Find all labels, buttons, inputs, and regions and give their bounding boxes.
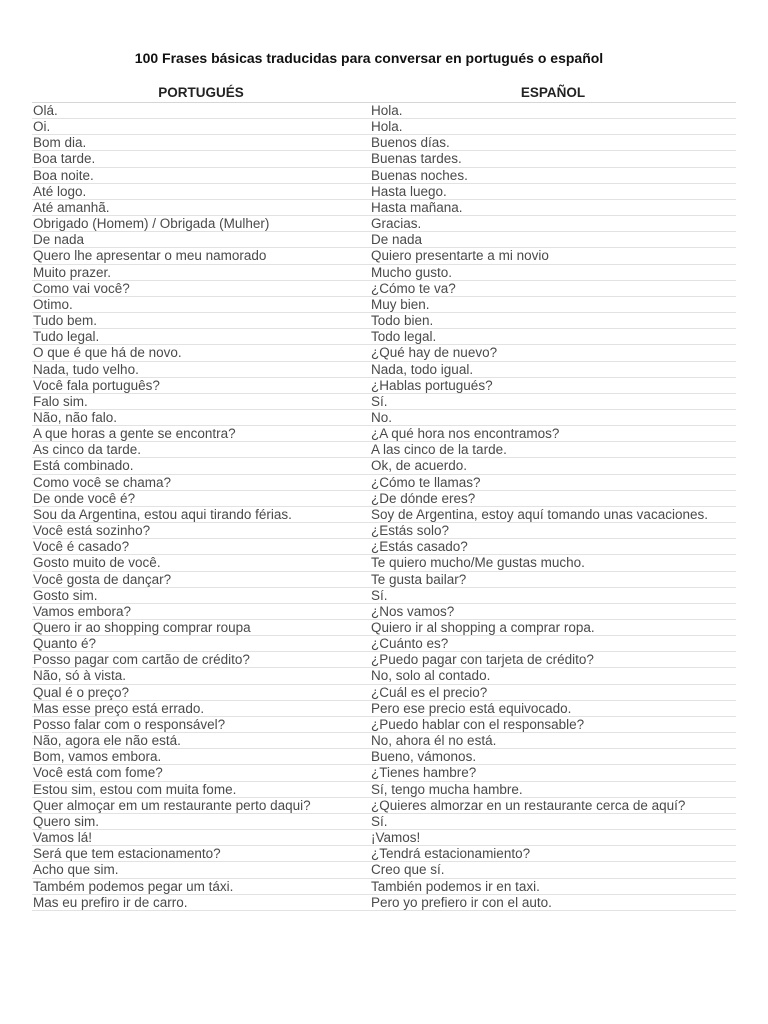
spanish-phrase: Soy de Argentina, estoy aquí tomando unas vacaciones. — [371, 506, 708, 522]
portuguese-phrase: Bom dia. — [33, 135, 87, 151]
portuguese-phrase: Posso falar com o responsável? — [33, 716, 226, 732]
table-row — [32, 265, 736, 281]
portuguese-phrase: Otimo. — [33, 296, 73, 312]
table-row — [32, 168, 736, 184]
spanish-phrase: Bueno, vámonos. — [371, 749, 477, 765]
table-row — [32, 184, 736, 200]
portuguese-phrase: Nada, tudo velho. — [33, 361, 139, 377]
portuguese-phrase: Mas eu prefiro ir de carro. — [33, 894, 188, 910]
portuguese-phrase: Estou sim, estou com muita fome. — [33, 781, 237, 797]
portuguese-phrase: Como você se chama? — [33, 474, 172, 490]
table-row — [32, 119, 736, 135]
portuguese-phrase: Não, só à vista. — [33, 668, 127, 684]
table-row — [32, 539, 736, 555]
portuguese-phrase: Vamos embora? — [33, 603, 132, 619]
spanish-phrase: Todo bien. — [371, 313, 434, 329]
portuguese-phrase: Bom, vamos embora. — [33, 749, 162, 765]
table-row — [32, 394, 736, 410]
table-row — [32, 879, 736, 895]
portuguese-phrase: Obrigado (Homem) / Obrigada (Mulher) — [33, 216, 270, 232]
portuguese-phrase: Tudo bem. — [33, 313, 98, 329]
spanish-phrase: Pero yo prefiero ir con el auto. — [371, 894, 552, 910]
portuguese-phrase: Sou da Argentina, estou aqui tirando férias. — [33, 506, 292, 522]
table-row — [32, 555, 736, 571]
table-row — [32, 862, 736, 878]
spanish-phrase: ¿Hablas portugués? — [371, 377, 493, 393]
portuguese-phrase: Como vai você? — [33, 280, 130, 296]
spanish-phrase: ¿Cuál es el precio? — [371, 684, 488, 700]
table-row — [32, 378, 736, 394]
portuguese-phrase: De nada — [33, 232, 85, 248]
spanish-phrase: No. — [371, 409, 393, 425]
table-row — [32, 103, 736, 119]
portuguese-phrase: Muito prazer. — [33, 264, 112, 280]
table-row — [32, 701, 736, 717]
portuguese-phrase: Gosto sim. — [33, 587, 98, 603]
spanish-phrase: A las cinco de la tarde. — [371, 442, 507, 458]
portuguese-phrase: Boa tarde. — [33, 151, 96, 167]
spanish-phrase: Creo que sí. — [371, 862, 445, 878]
table-row — [32, 685, 736, 701]
table-row — [32, 248, 736, 264]
spanish-phrase: Nada, todo igual. — [371, 361, 474, 377]
spanish-phrase: ¿Qué hay de nuevo? — [371, 345, 498, 361]
portuguese-phrase: Olá. — [33, 103, 58, 118]
column-header-spanish: ESPAÑOL — [520, 85, 586, 100]
portuguese-phrase: Até amanhã. — [33, 199, 110, 215]
table-row — [32, 798, 736, 814]
spanish-phrase: ¿Cómo te llamas? — [371, 474, 481, 490]
table-row — [32, 491, 736, 507]
phrase-table — [32, 103, 736, 911]
table-row — [32, 846, 736, 862]
spanish-phrase: Sí. — [371, 813, 388, 829]
table-row — [32, 814, 736, 830]
spanish-phrase: También podemos ir en taxi. — [371, 878, 540, 894]
portuguese-phrase: Posso pagar com cartão de crédito? — [33, 652, 250, 668]
spanish-phrase: ¿Cómo te va? — [371, 280, 456, 296]
table-row — [32, 620, 736, 636]
table-row — [32, 717, 736, 733]
spanish-phrase: Todo legal. — [371, 329, 437, 345]
spanish-phrase: Hasta mañana. — [371, 199, 463, 215]
portuguese-phrase: A que horas a gente se encontra? — [33, 426, 236, 442]
table-row — [32, 749, 736, 765]
spanish-phrase: Mucho gusto. — [371, 264, 453, 280]
spanish-phrase: ¿Puedo pagar con tarjeta de crédito? — [371, 652, 594, 668]
spanish-phrase: No, ahora él no está. — [371, 733, 497, 749]
portuguese-phrase: Não, não falo. — [33, 409, 118, 425]
spanish-phrase: ¿Nos vamos? — [371, 603, 455, 619]
table-row — [32, 765, 736, 781]
table-row — [32, 458, 736, 474]
spanish-phrase: Sí. — [371, 587, 388, 603]
spanish-phrase: Hola. — [371, 119, 403, 135]
spanish-phrase: ¿Quieres almorzar en un restaurante cerca de aquí? — [371, 797, 686, 813]
portuguese-phrase: Qual é o preço? — [33, 684, 130, 700]
portuguese-phrase: Você está sozinho? — [33, 523, 151, 539]
spanish-phrase: Ok, de acuerdo. — [371, 458, 468, 474]
portuguese-phrase: Quer almoçar em um restaurante perto daqui? — [33, 797, 311, 813]
table-row — [32, 232, 736, 248]
spanish-phrase: ¡Vamos! — [371, 830, 421, 846]
spanish-phrase: Sí. — [371, 393, 388, 409]
portuguese-phrase: Acho que sim. — [33, 862, 119, 878]
spanish-phrase: No, solo al contado. — [371, 668, 491, 684]
portuguese-phrase: Tudo legal. — [33, 329, 100, 345]
portuguese-phrase: Mas esse preço está errado. — [33, 700, 205, 716]
portuguese-phrase: Quanto é? — [33, 636, 97, 652]
table-row — [32, 297, 736, 313]
table-row — [32, 572, 736, 588]
table-row — [32, 442, 736, 458]
spanish-phrase: ¿De dónde eres? — [371, 490, 476, 506]
portuguese-phrase: Você gosta de dançar? — [33, 571, 172, 587]
spanish-phrase: Te quiero mucho/Me gustas mucho. — [371, 555, 585, 571]
spanish-phrase: ¿Estás solo? — [371, 523, 450, 539]
portuguese-phrase: Quero lhe apresentar o meu namorado — [33, 248, 267, 264]
portuguese-phrase: Também podemos pegar um táxi. — [33, 878, 234, 894]
spanish-phrase: Buenos días. — [371, 135, 450, 151]
table-row — [32, 588, 736, 604]
table-row — [32, 830, 736, 846]
portuguese-phrase: Oi. — [33, 119, 51, 135]
spanish-phrase: Gracias. — [371, 216, 422, 232]
table-row — [32, 604, 736, 620]
table-row — [32, 345, 736, 361]
portuguese-phrase: Você é casado? — [33, 539, 130, 555]
spanish-phrase: ¿Puedo hablar con el responsable? — [371, 716, 585, 732]
spanish-phrase: Quiero presentarte a mi novio — [371, 248, 549, 264]
portuguese-phrase: Você fala português? — [33, 377, 160, 393]
table-row — [32, 782, 736, 798]
table-row — [32, 329, 736, 345]
spanish-phrase: ¿Estás casado? — [371, 539, 468, 555]
spanish-phrase: Buenas tardes. — [371, 151, 462, 167]
spanish-phrase: Quiero ir al shopping a comprar ropa. — [371, 620, 595, 635]
spanish-phrase: Pero ese precio está equivocado. — [371, 700, 572, 716]
table-header — [32, 84, 736, 103]
table-row — [32, 200, 736, 216]
column-header-portuguese: PORTUGUÉS — [158, 85, 244, 100]
portuguese-phrase: Está combinado. — [33, 458, 134, 474]
table-row — [32, 507, 736, 523]
spanish-phrase: ¿Tendrá estacionamiento? — [371, 846, 531, 862]
table-row — [32, 410, 736, 426]
table-row — [32, 362, 736, 378]
table-row — [32, 652, 736, 668]
table-row — [32, 313, 736, 329]
spanish-phrase: Buenas noches. — [371, 167, 468, 183]
portuguese-phrase: Até logo. — [33, 183, 87, 199]
document-title: 100 Frases básicas traducidas para conversar en portugués o español — [134, 50, 604, 66]
table-row — [32, 426, 736, 442]
portuguese-phrase: Quero ir ao shopping comprar roupa — [33, 620, 251, 635]
spanish-phrase: De nada — [371, 232, 423, 248]
table-row — [32, 895, 736, 911]
spanish-phrase: ¿A qué hora nos encontramos? — [371, 426, 560, 442]
spanish-phrase: Hola. — [371, 103, 403, 118]
table-row — [32, 151, 736, 167]
spanish-phrase: ¿Tienes hambre? — [371, 765, 477, 781]
spanish-phrase: ¿Cuánto es? — [371, 636, 449, 652]
table-row — [32, 281, 736, 297]
portuguese-phrase: Quero sim. — [33, 813, 100, 829]
portuguese-phrase: Você está com fome? — [33, 765, 163, 781]
table-row — [32, 135, 736, 151]
table-row — [32, 523, 736, 539]
spanish-phrase: Hasta luego. — [371, 183, 447, 199]
table-row — [32, 668, 736, 684]
portuguese-phrase: De onde você é? — [33, 490, 136, 506]
portuguese-phrase: Vamos lá! — [33, 830, 93, 846]
portuguese-phrase: Não, agora ele não está. — [33, 733, 181, 749]
table-row — [32, 636, 736, 652]
portuguese-phrase: As cinco da tarde. — [33, 442, 142, 458]
table-row — [32, 475, 736, 491]
table-row — [32, 733, 736, 749]
portuguese-phrase: O que é que há de novo. — [33, 345, 182, 361]
spanish-phrase: Te gusta bailar? — [371, 571, 467, 587]
portuguese-phrase: Falo sim. — [33, 393, 88, 409]
spanish-phrase: Sí, tengo mucha hambre. — [371, 781, 523, 797]
portuguese-phrase: Gosto muito de você. — [33, 555, 161, 571]
spanish-phrase: Muy bien. — [371, 296, 430, 312]
portuguese-phrase: Será que tem estacionamento? — [33, 846, 221, 862]
portuguese-phrase: Boa noite. — [33, 167, 94, 183]
table-row — [32, 216, 736, 232]
